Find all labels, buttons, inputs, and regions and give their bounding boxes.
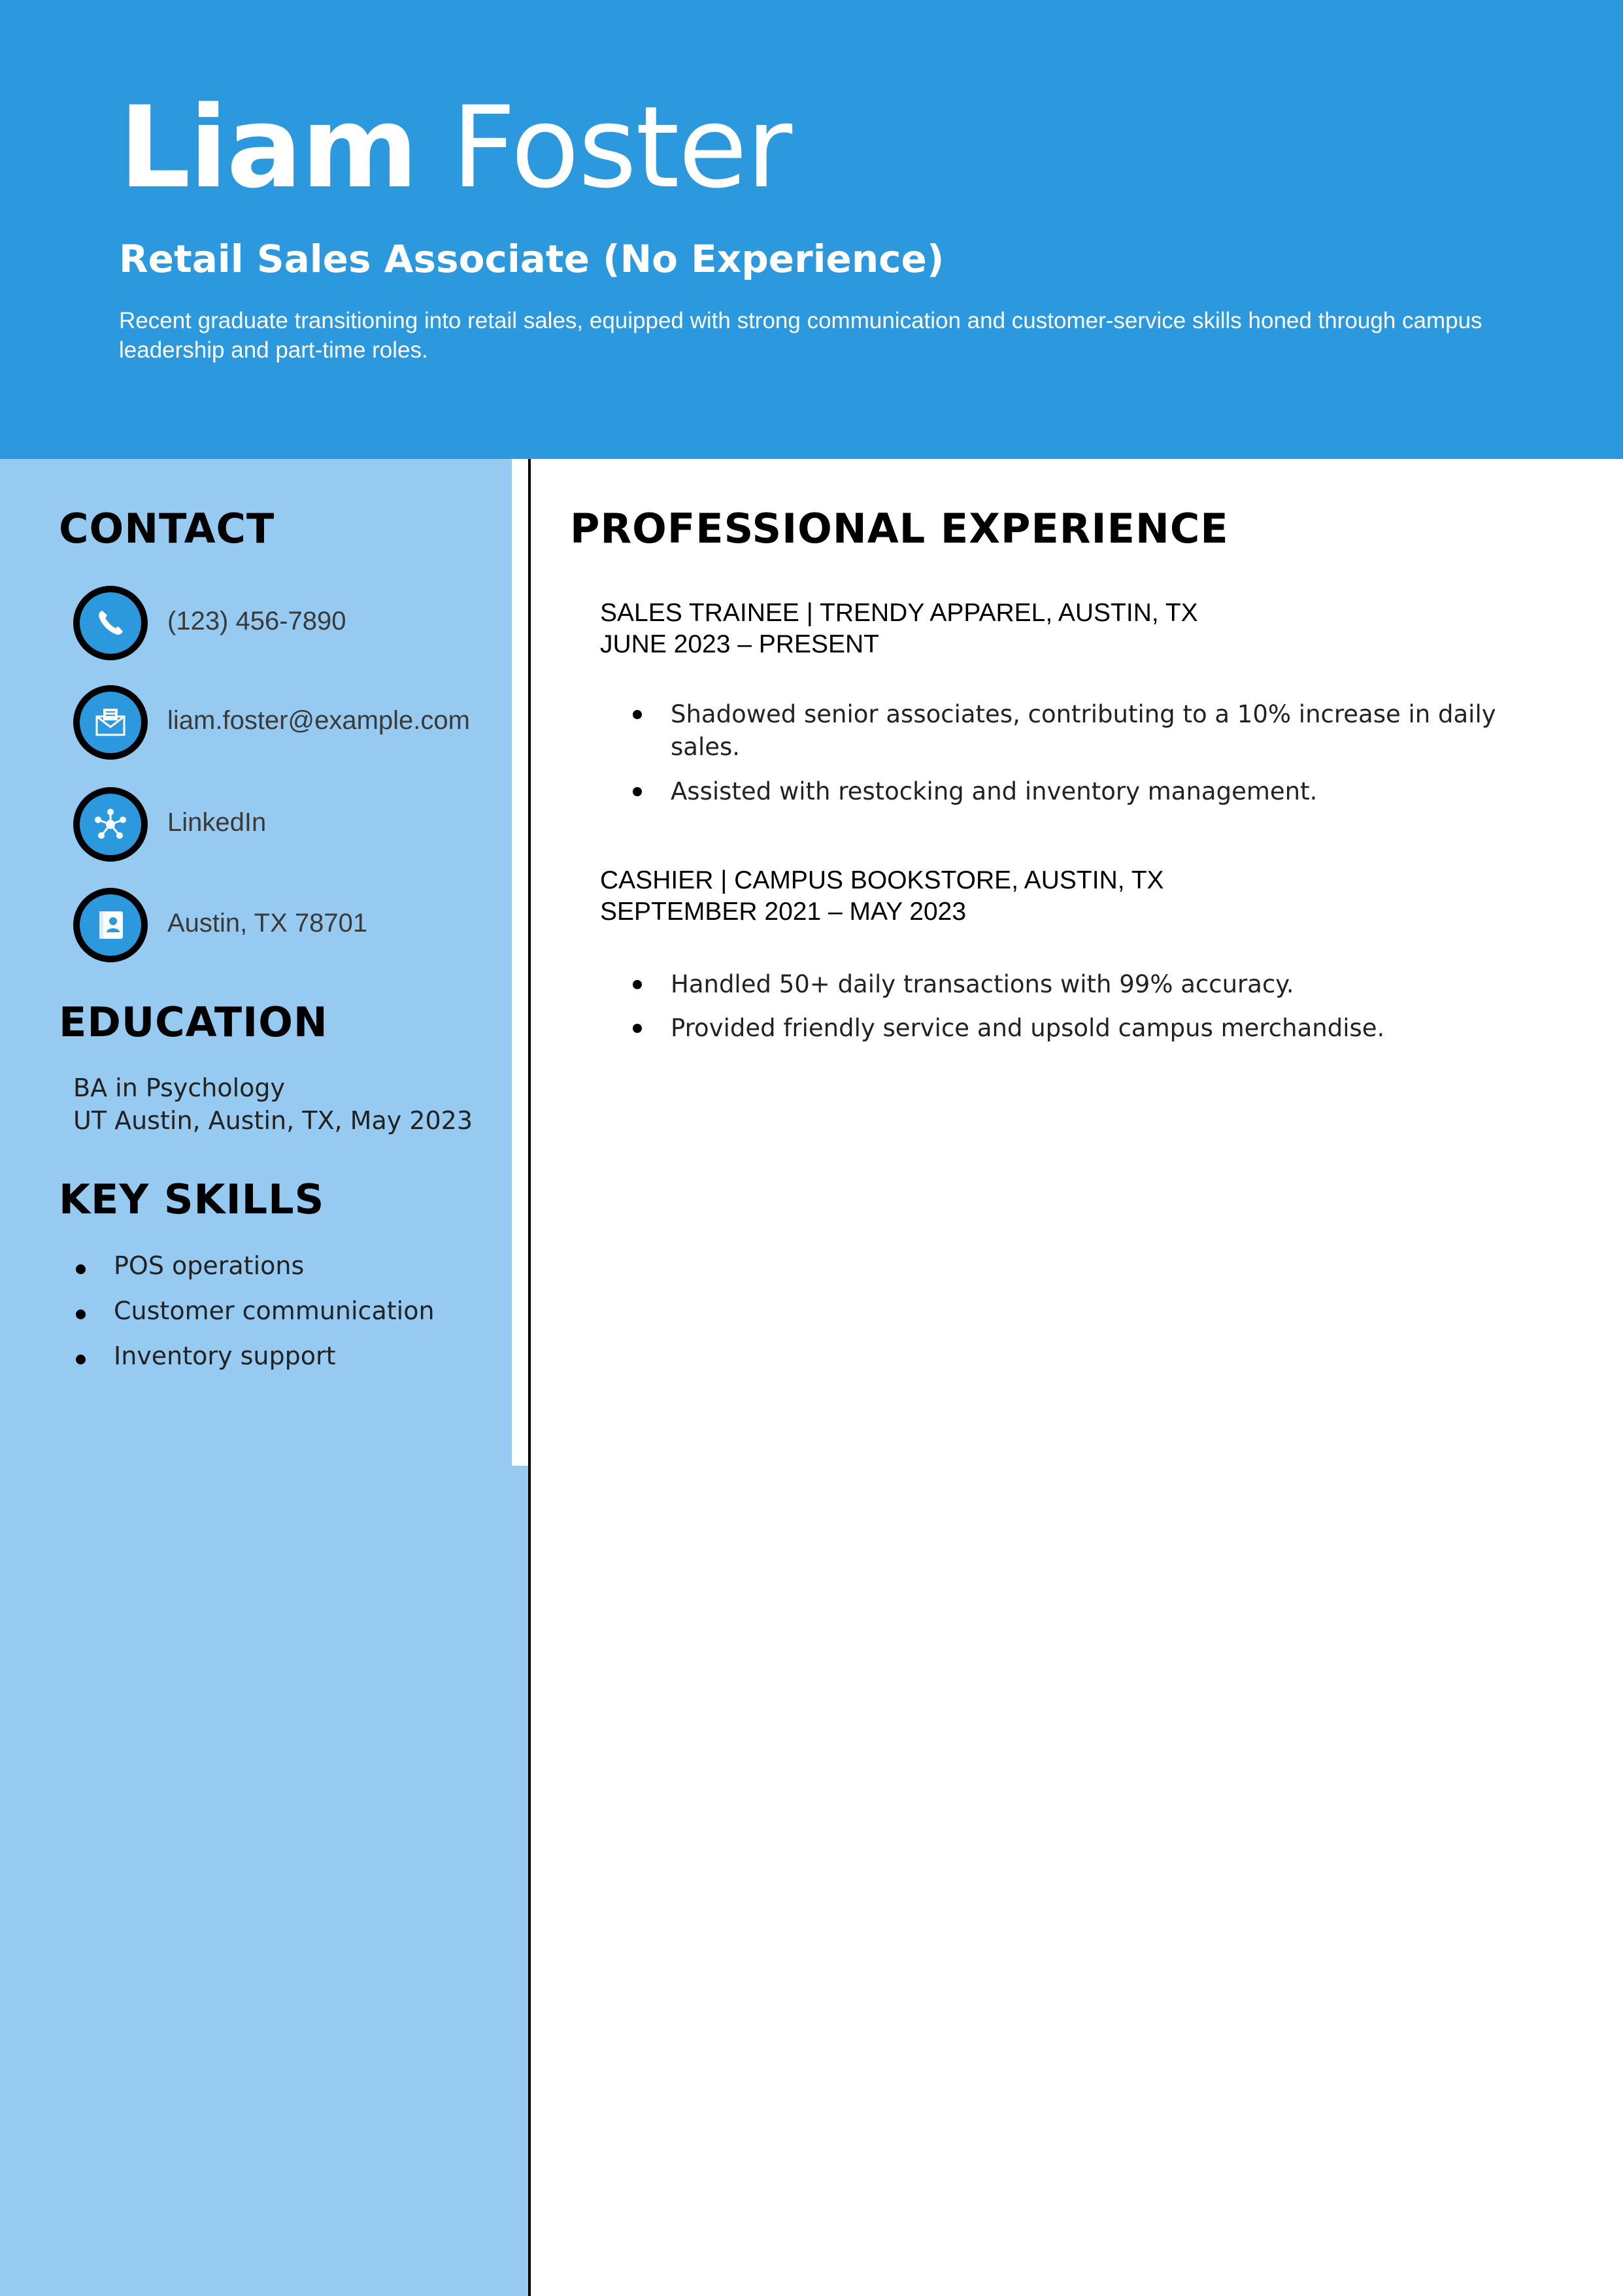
job-title: Retail Sales Associate (No Experience): [119, 237, 945, 281]
sidebar-gap: [512, 459, 528, 1466]
job-2-bullet: Handled 50+ daily transactions with 99% accuracy.: [629, 968, 1505, 1001]
skill-label: Customer communication: [114, 1296, 435, 1325]
job-1-bullet: Assisted with restocking and inventory management.: [629, 775, 1505, 808]
contact-heading: CONTACT: [59, 505, 275, 552]
education-heading: EDUCATION: [59, 998, 328, 1046]
location-text: Austin, TX 78701: [167, 909, 368, 937]
email-icon: [73, 685, 148, 760]
skill-label: Inventory support: [114, 1342, 336, 1370]
network-icon: [73, 787, 148, 862]
job-2-title: CASHIER | CAMPUS BOOKSTORE, AUSTIN, TX: [600, 866, 1164, 894]
experience-heading: PROFESSIONAL EXPERIENCE: [570, 505, 1229, 552]
address-book-icon: [73, 888, 148, 962]
email-text[interactable]: liam.foster@example.com: [167, 706, 470, 735]
job-2-dates: SEPTEMBER 2021 – MAY 2023: [600, 898, 967, 926]
contact-phone: [73, 586, 505, 662]
phone-icon: [73, 586, 148, 660]
candidate-name: [119, 82, 792, 213]
summary-text: Recent graduate transitioning into retail sales, equipped with strong communication and customer-service skills honed through campus leadership and part-time roles.: [119, 308, 1482, 363]
contact-linkedin: [73, 787, 505, 863]
education-degree: BA in Psychology: [73, 1073, 286, 1102]
linkedin-text[interactable]: LinkedIn: [167, 808, 267, 837]
last-name: Foster: [451, 82, 792, 213]
job-1-dates: JUNE 2023 – PRESENT: [600, 630, 880, 658]
contact-location: [73, 888, 505, 964]
first-name: Liam: [119, 82, 417, 213]
skills-heading: KEY SKILLS: [59, 1175, 325, 1223]
skill-label: POS operations: [114, 1251, 305, 1280]
resume-header: [0, 0, 1623, 459]
job-2-bullet: Provided friendly service and upsold campus merchandise.: [629, 1012, 1505, 1045]
education-school: UT Austin, Austin, TX, May 2023: [73, 1106, 473, 1135]
phone-text[interactable]: (123) 456-7890: [167, 607, 346, 635]
job-1-bullet: Shadowed senior associates, contributing to a 10% increase in daily sales.: [629, 698, 1505, 764]
column-divider: [528, 459, 531, 2296]
job-1-title: SALES TRAINEE | TRENDY APPAREL, AUSTIN, TX: [600, 599, 1198, 627]
contact-email: [73, 685, 505, 761]
